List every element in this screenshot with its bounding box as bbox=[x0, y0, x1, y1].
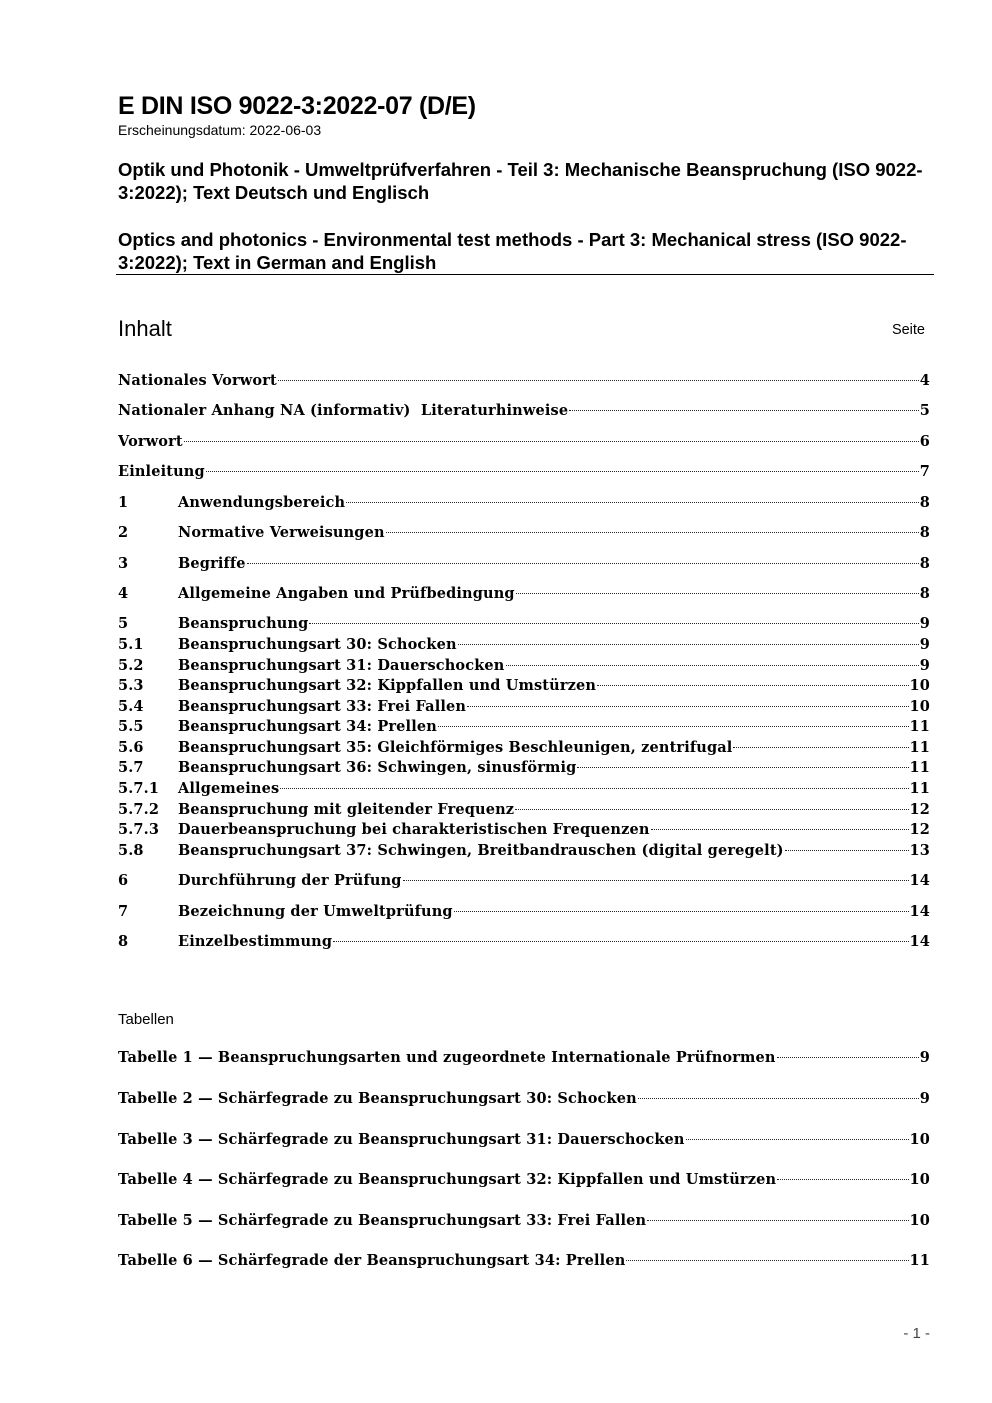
toc-entry-number: 5.5 bbox=[118, 718, 144, 735]
page-number: - 1 - bbox=[903, 1325, 930, 1342]
toc-entry-page: 8 bbox=[919, 585, 930, 602]
table-entry-title: Tabelle 4 — Schärfegrade zu Beanspruchungsart 32: Kippfallen und Umstürzen bbox=[118, 1171, 777, 1188]
toc-entry-page: 12 bbox=[909, 821, 930, 838]
toc-entry-page: 13 bbox=[909, 842, 930, 859]
toc-entry-number: 5.1 bbox=[118, 636, 144, 653]
toc-entry-page: 8 bbox=[919, 524, 930, 541]
toc-entry[interactable] bbox=[118, 372, 930, 392]
toc-entry-title: Durchführung der Prüfung bbox=[178, 872, 402, 889]
toc-entry-title: Allgemeines bbox=[178, 780, 280, 797]
toc-entry-number: 6 bbox=[118, 872, 129, 889]
toc-entry[interactable] bbox=[118, 636, 930, 656]
toc-entry-page: 10 bbox=[909, 677, 930, 694]
toc-leader-dots bbox=[333, 941, 908, 942]
toc-entry-page: 14 bbox=[909, 903, 930, 920]
toc-entry-number: 2 bbox=[118, 524, 129, 541]
toc-entry-page: 9 bbox=[919, 615, 930, 632]
table-entry[interactable] bbox=[118, 1090, 930, 1110]
toc-entry-number: 7 bbox=[118, 903, 129, 920]
toc-entry-number: 5.2 bbox=[118, 657, 144, 674]
toc-entry-title: Beanspruchungsart 36: Schwingen, sinusförmig bbox=[178, 759, 577, 776]
toc-entry-number: 4 bbox=[118, 585, 129, 602]
toc-leader-dots bbox=[280, 788, 908, 789]
toc-entry-title: Dauerbeanspruchung bei charakteristischen Frequenzen bbox=[178, 821, 650, 838]
toc-leader-dots bbox=[247, 563, 919, 564]
toc-entry-page: 11 bbox=[909, 780, 930, 797]
toc-entry-page: 11 bbox=[909, 739, 930, 756]
toc-entry-number: 5.7 bbox=[118, 759, 144, 776]
toc-entry[interactable] bbox=[118, 494, 930, 514]
table-entry-page: 10 bbox=[909, 1171, 930, 1188]
toc-leader-dots bbox=[647, 1220, 908, 1221]
toc-entry-number: 1 bbox=[118, 494, 129, 511]
toc-leader-dots bbox=[206, 471, 919, 472]
publication-date: Erscheinungsdatum: 2022-06-03 bbox=[118, 122, 322, 138]
toc-entry-page: 9 bbox=[919, 636, 930, 653]
toc-leader-dots bbox=[403, 880, 909, 881]
toc-entry-number: 5.4 bbox=[118, 698, 144, 715]
toc-leader-dots bbox=[651, 829, 909, 830]
toc-entry-title: Nationaler Anhang NA (informativ) Literaturhinweise bbox=[118, 402, 569, 419]
toc-entry-title: Beanspruchungsart 31: Dauerschocken bbox=[178, 657, 505, 674]
toc-leader-dots bbox=[733, 747, 908, 748]
table-entry[interactable] bbox=[118, 1171, 930, 1191]
toc-entry-page: 14 bbox=[909, 933, 930, 950]
toc-leader-dots bbox=[458, 644, 919, 645]
toc-heading: Inhalt bbox=[118, 316, 172, 341]
table-entry-title: Tabelle 3 — Schärfegrade zu Beanspruchungsart 31: Dauerschocken bbox=[118, 1131, 685, 1148]
table-entry-title: Tabelle 2 — Schärfegrade zu Beanspruchungsart 30: Schocken bbox=[118, 1090, 637, 1107]
header-divider bbox=[116, 274, 934, 275]
toc-entry-title: Beanspruchungsart 32: Kippfallen und Umstürzen bbox=[178, 677, 597, 694]
toc-entry-number: 5.7.1 bbox=[118, 780, 160, 797]
toc-entry-page: 11 bbox=[909, 718, 930, 735]
toc-leader-dots bbox=[569, 410, 919, 411]
toc-leader-dots bbox=[785, 850, 909, 851]
toc-leader-dots bbox=[777, 1179, 908, 1180]
toc-entry-page: 6 bbox=[919, 433, 930, 450]
toc-entry-title: Allgemeine Angaben und Prüfbedingung bbox=[178, 585, 515, 602]
toc-entry[interactable] bbox=[118, 780, 930, 800]
toc-entry-title: Beanspruchung mit gleitender Frequenz bbox=[178, 801, 515, 818]
toc-entry-number: 5.8 bbox=[118, 842, 144, 859]
toc-entry[interactable] bbox=[118, 433, 930, 453]
toc-entry-page: 8 bbox=[919, 494, 930, 511]
toc-leader-dots bbox=[515, 809, 908, 810]
toc-entry-title: Normative Verweisungen bbox=[178, 524, 385, 541]
toc-leader-dots bbox=[686, 1139, 909, 1140]
toc-leader-dots bbox=[454, 911, 909, 912]
table-entry-page: 11 bbox=[909, 1252, 930, 1269]
toc-entry[interactable] bbox=[118, 759, 930, 779]
toc-entry[interactable] bbox=[118, 718, 930, 738]
toc-entry-title: Beanspruchungsart 33: Frei Fallen bbox=[178, 698, 467, 715]
toc-leader-dots bbox=[506, 665, 919, 666]
toc-entry-page: 8 bbox=[919, 555, 930, 572]
toc-entry-page: 4 bbox=[919, 372, 930, 389]
toc-entry-title: Anwendungsbereich bbox=[178, 494, 346, 511]
toc-leader-dots bbox=[386, 532, 919, 533]
toc-leader-dots bbox=[516, 593, 919, 594]
toc-leader-dots bbox=[438, 726, 909, 727]
toc-entry[interactable] bbox=[118, 677, 930, 697]
page-column-label: Seite bbox=[891, 322, 925, 338]
document-id: E DIN ISO 9022-3:2022-07 (D/E) bbox=[118, 92, 476, 120]
toc-entry[interactable] bbox=[118, 657, 930, 677]
title-german: Optik und Photonik - Umweltprüfverfahren - Teil 3: Mechanische Beanspruchung (ISO 9022-3:2022); Text Deutsch und Englisch bbox=[118, 159, 923, 203]
toc-entry-title: Beanspruchungsart 37: Schwingen, Breitbandrauschen (digital geregelt) bbox=[178, 842, 784, 859]
toc-entry[interactable] bbox=[118, 555, 930, 575]
table-entry[interactable] bbox=[118, 1049, 930, 1069]
toc-entry-page: 5 bbox=[919, 402, 930, 419]
toc-entry[interactable] bbox=[118, 402, 930, 422]
toc-entry-title: Begriffe bbox=[178, 555, 246, 572]
toc-entry-number: 3 bbox=[118, 555, 129, 572]
toc-entry-page: 11 bbox=[909, 759, 930, 776]
toc-leader-dots bbox=[309, 623, 918, 624]
toc-entry[interactable] bbox=[118, 739, 930, 759]
toc-entry-number: 5.3 bbox=[118, 677, 144, 694]
toc-entry[interactable] bbox=[118, 615, 930, 635]
toc-entry-title: Beanspruchungsart 34: Prellen bbox=[178, 718, 437, 735]
toc-entry-title: Vorwort bbox=[118, 433, 183, 450]
table-entry[interactable] bbox=[118, 1252, 930, 1272]
toc-entry-page: 12 bbox=[909, 801, 930, 818]
toc-entry-title: Bezeichnung der Umweltprüfung bbox=[178, 903, 453, 920]
toc-leader-dots bbox=[638, 1098, 919, 1099]
toc-entry-number: 8 bbox=[118, 933, 129, 950]
toc-entry[interactable] bbox=[118, 933, 930, 953]
toc-entry[interactable] bbox=[118, 903, 930, 923]
toc-entry-number: 5.6 bbox=[118, 739, 144, 756]
toc-entry-title: Einzelbestimmung bbox=[178, 933, 333, 950]
toc-leader-dots bbox=[777, 1057, 919, 1058]
toc-entry[interactable] bbox=[118, 698, 930, 718]
toc-leader-dots bbox=[184, 441, 919, 442]
table-entry-page: 10 bbox=[909, 1212, 930, 1229]
table-entry-title: Tabelle 1 — Beanspruchungsarten und zugeordnete Internationale Prüfnormen bbox=[118, 1049, 776, 1066]
toc-entry[interactable] bbox=[118, 872, 930, 892]
toc-entry-title: Beanspruchung bbox=[178, 615, 309, 632]
toc-leader-dots bbox=[626, 1260, 908, 1261]
toc-entry-number: 5.7.2 bbox=[118, 801, 160, 818]
table-entry-title: Tabelle 6 — Schärfegrade der Beanspruchungsart 34: Prellen bbox=[118, 1252, 626, 1269]
toc-entry-page: 14 bbox=[909, 872, 930, 889]
tables-heading: Tabellen bbox=[118, 1011, 174, 1028]
toc-entry-page: 9 bbox=[919, 657, 930, 674]
toc-entry[interactable] bbox=[118, 463, 930, 483]
table-entry[interactable] bbox=[118, 1212, 930, 1232]
toc-entry-title: Einleitung bbox=[118, 463, 205, 480]
toc-leader-dots bbox=[278, 380, 919, 381]
toc-entry[interactable] bbox=[118, 801, 930, 821]
toc-entry-number: 5.7.3 bbox=[118, 821, 160, 838]
table-entry[interactable] bbox=[118, 1131, 930, 1151]
toc-entry[interactable] bbox=[118, 842, 930, 862]
toc-entry-page: 7 bbox=[919, 463, 930, 480]
toc-entry[interactable] bbox=[118, 524, 930, 544]
toc-entry[interactable] bbox=[118, 585, 930, 605]
toc-entry-title: Beanspruchungsart 35: Gleichförmiges Beschleunigen, zentrifugal bbox=[178, 739, 733, 756]
toc-leader-dots bbox=[467, 706, 908, 707]
toc-leader-dots bbox=[597, 685, 908, 686]
toc-entry-page: 10 bbox=[909, 698, 930, 715]
table-entry-page: 9 bbox=[919, 1049, 930, 1066]
toc-leader-dots bbox=[346, 502, 919, 503]
table-entry-title: Tabelle 5 — Schärfegrade zu Beanspruchungsart 33: Frei Fallen bbox=[118, 1212, 647, 1229]
toc-entry-number: 5 bbox=[118, 615, 129, 632]
toc-entry-title: Nationales Vorwort bbox=[118, 372, 277, 389]
table-entry-page: 9 bbox=[919, 1090, 930, 1107]
table-entry-page: 10 bbox=[909, 1131, 930, 1148]
toc-entry[interactable] bbox=[118, 821, 930, 841]
title-english: Optics and photonics - Environmental test methods - Part 3: Mechanical stress (ISO 9022-3:2022); Text in German and English bbox=[118, 229, 907, 273]
toc-leader-dots bbox=[577, 767, 908, 768]
toc-entry-title: Beanspruchungsart 30: Schocken bbox=[178, 636, 457, 653]
